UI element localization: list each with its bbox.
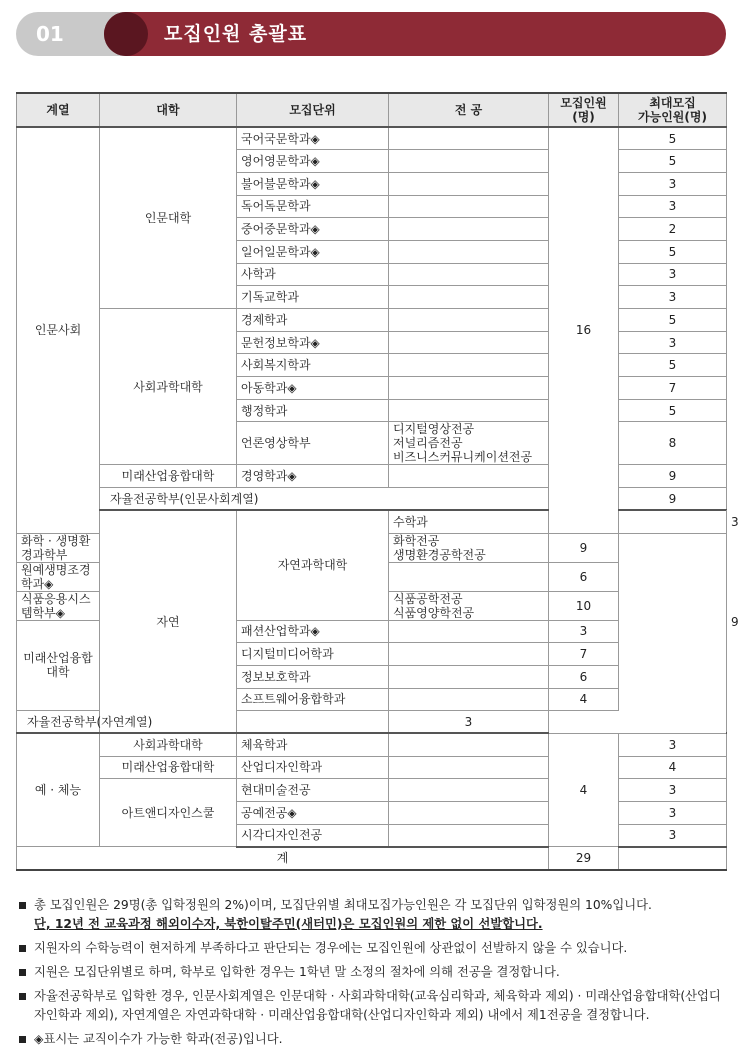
note-item: [16, 987, 728, 1025]
self-design-cell: 자율전공학부(인문사회계열): [100, 488, 549, 511]
max-cell: 3: [619, 824, 727, 847]
max-cell: 5: [619, 240, 727, 263]
major-cell: [389, 286, 549, 309]
bullet-square-icon: [19, 969, 26, 976]
section-banner: [16, 12, 726, 56]
quota-cell: 4: [549, 733, 619, 846]
major-cell: [389, 399, 549, 422]
college-cell: 미래산업융합대학: [17, 620, 100, 711]
major-cell: [389, 756, 549, 779]
max-cell: 2: [619, 218, 727, 241]
major-cell: [389, 688, 549, 711]
table-row: 자연 자연과학대학 수학과 9 3: [17, 510, 727, 533]
recruitment-summary-table: [16, 92, 739, 871]
unit-cell: 기독교학과: [237, 286, 389, 309]
unit-cell: 수학과: [389, 510, 549, 533]
unit-cell: 아동학과◈: [237, 377, 389, 400]
unit-cell: 패션산업학과◈: [237, 620, 389, 643]
unit-cell: 소프트웨어융합학과: [237, 688, 389, 711]
major-cell: [389, 802, 549, 825]
max-cell: 3: [619, 779, 727, 802]
note-item: [16, 939, 728, 958]
college-cell: 미래산업융합대학: [100, 756, 237, 779]
major-cell: 식품공학전공 식품영양학전공: [389, 591, 549, 620]
major-cell: [389, 733, 549, 756]
major-cell: [389, 465, 549, 488]
bullet-square-icon: [19, 993, 26, 1000]
note-text: 지원은 모집단위별로 하며, 학부로 입학한 경우는 1학년 말 소정의 절차에 의해 전공을 결정합니다.: [34, 965, 560, 979]
field-cell: 인문사회: [17, 127, 100, 533]
header-college: 대학: [100, 93, 237, 127]
major-cell: 화학전공 생명환경공학전공: [389, 533, 549, 562]
table-row: [17, 309, 727, 332]
max-cell: 3: [619, 331, 727, 354]
max-cell: 4: [619, 756, 727, 779]
major-cell: [389, 643, 549, 666]
college-cell: 미래산업융합대학: [100, 465, 237, 488]
max-cell: 4: [549, 688, 619, 711]
note-item: [16, 896, 728, 934]
unit-cell: 경영학과◈: [237, 465, 389, 488]
unit-cell: 중어중문학과◈: [237, 218, 389, 241]
unit-cell: 화학 · 생명환경과학부: [17, 533, 100, 562]
max-cell: 9: [619, 465, 727, 488]
max-cell: 3: [619, 263, 727, 286]
unit-cell: 영어영문학과◈: [237, 150, 389, 173]
note-item: [16, 1030, 728, 1049]
note-text: 자율전공학부로 입학한 경우, 인문사회계열은 인문대학 · 사회과학대학(교육심리학과, 체육학과 제외) · 미래산업융합대학(산업디자인학과 제외), 자연계열은 자연과학대학 · 미래산업융합대학(산업디자인학과 제외) 내에서 제1전공을 결정합니다.: [34, 989, 721, 1022]
unit-cell: 시각디자인전공: [237, 824, 389, 847]
table-row: [17, 488, 727, 511]
unit-cell: 언론영상학부: [237, 422, 389, 465]
unit-cell: 행정학과: [237, 399, 389, 422]
major-cell: 디지털영상전공 저널리즘전공 비즈니스커뮤니케이션전공: [389, 422, 549, 465]
max-cell: 3: [619, 733, 727, 756]
field-cell: 자연: [100, 510, 237, 733]
note-text: 총 모집인원은 29명(총 입학정원의 2%)이며, 모집단위별 최대모집가능인원은 각 모집단위 입학정원의 10%입니다.: [34, 898, 652, 912]
max-cell: 3: [549, 620, 619, 643]
college-cell: 인문대학: [100, 127, 237, 309]
unit-cell: 공예전공◈: [237, 802, 389, 825]
unit-cell: 일어일문학과◈: [237, 240, 389, 263]
note-text: 지원자의 수학능력이 현저하게 부족하다고 판단되는 경우에는 모집인원에 상관없이 선발하지 않을 수 있습니다.: [34, 941, 628, 955]
max-cell: 5: [619, 399, 727, 422]
major-cell: [389, 127, 549, 150]
college-cell: 사회과학대학: [100, 733, 237, 756]
major-cell: [389, 309, 549, 332]
major-cell: [389, 331, 549, 354]
table-row: [17, 711, 727, 734]
bullet-square-icon: [19, 945, 26, 952]
table-row: [17, 465, 727, 488]
max-cell: 5: [619, 127, 727, 150]
major-cell: [389, 354, 549, 377]
max-cell: 6: [549, 562, 619, 591]
header-quota: 모집인원 (명): [549, 93, 619, 127]
unit-cell: 독어독문학과: [237, 195, 389, 218]
max-cell: 6: [549, 665, 619, 688]
header-unit: 모집단위: [237, 93, 389, 127]
major-cell: [389, 665, 549, 688]
major-cell: [389, 150, 549, 173]
major-cell: [389, 218, 549, 241]
quota-cell: 16: [549, 127, 619, 533]
unit-cell: 정보보호학과: [237, 665, 389, 688]
unit-cell: 사회복지학과: [237, 354, 389, 377]
major-cell: [389, 779, 549, 802]
self-design-cell: 자율전공학부(자연계열): [17, 711, 389, 734]
header-max: 최대모집 가능인원(명): [619, 93, 727, 127]
header-field: 계열: [17, 93, 100, 127]
total-row: [17, 847, 727, 870]
note-item: [16, 963, 728, 982]
max-cell: 10: [549, 591, 619, 620]
max-cell: 7: [549, 643, 619, 666]
max-cell: 3: [619, 802, 727, 825]
max-cell: 5: [619, 354, 727, 377]
major-cell: [389, 172, 549, 195]
unit-cell: 디지털미디어학과: [237, 643, 389, 666]
section-title: 모집인원 총괄표: [164, 23, 308, 45]
max-cell: 5: [619, 309, 727, 332]
major-cell: [389, 620, 549, 643]
major-cell: [389, 195, 549, 218]
table-row: [17, 756, 727, 779]
major-cell: [389, 377, 549, 400]
college-cell: 사회과학대학: [100, 309, 237, 465]
max-cell: 9: [549, 533, 619, 562]
unit-cell: 불어불문학과◈: [237, 172, 389, 195]
section-number: 01: [36, 22, 64, 46]
total-label: 계: [17, 847, 549, 870]
max-cell: 3: [619, 286, 727, 309]
major-cell: [389, 824, 549, 847]
bullet-square-icon: [19, 902, 26, 909]
table-row: [17, 733, 727, 756]
max-cell: 8: [619, 422, 727, 465]
college-cell: 자연과학대학: [237, 510, 389, 620]
bullet-square-icon: [19, 1036, 26, 1043]
table-header-row: [17, 93, 727, 127]
notes-list: [16, 896, 728, 1054]
unit-cell: 현대미술전공: [237, 779, 389, 802]
max-cell: 3: [619, 195, 727, 218]
max-cell: 3: [619, 172, 727, 195]
unit-cell: 산업디자인학과: [237, 756, 389, 779]
major-cell: [389, 263, 549, 286]
max-cell: 5: [619, 150, 727, 173]
note-text: ◈표시는 교직이수가 가능한 학과(전공)입니다.: [34, 1032, 283, 1046]
header-major: 전 공: [389, 93, 549, 127]
unit-cell: 체육학과: [237, 733, 389, 756]
unit-cell: 국어국문학과◈: [237, 127, 389, 150]
section-bar-knob: [104, 12, 148, 56]
major-cell: [389, 240, 549, 263]
unit-cell: 식품응용시스템학부◈: [17, 591, 100, 620]
max-cell: 7: [619, 377, 727, 400]
unit-cell: 경제학과: [237, 309, 389, 332]
unit-cell: 문헌정보학과◈: [237, 331, 389, 354]
max-cell: 9: [619, 488, 727, 511]
total-max: [619, 847, 727, 870]
note-emphasis: 단, 12년 전 교육과정 해외이수자, 북한이탈주민(새터민)은 모집인원의 제한 없이 선발합니다.: [34, 917, 543, 931]
major-cell: [389, 562, 549, 591]
unit-cell: 원예생명조경학과◈: [17, 562, 100, 591]
unit-cell: 사학과: [237, 263, 389, 286]
college-cell: 아트앤디자인스쿨: [100, 779, 237, 847]
max-cell: 3: [389, 711, 549, 734]
total-quota: 29: [549, 847, 619, 870]
major-cell: [619, 510, 727, 533]
field-cell: 예 · 체능: [17, 733, 100, 846]
table-row: [17, 127, 727, 150]
table-row: [17, 779, 727, 802]
